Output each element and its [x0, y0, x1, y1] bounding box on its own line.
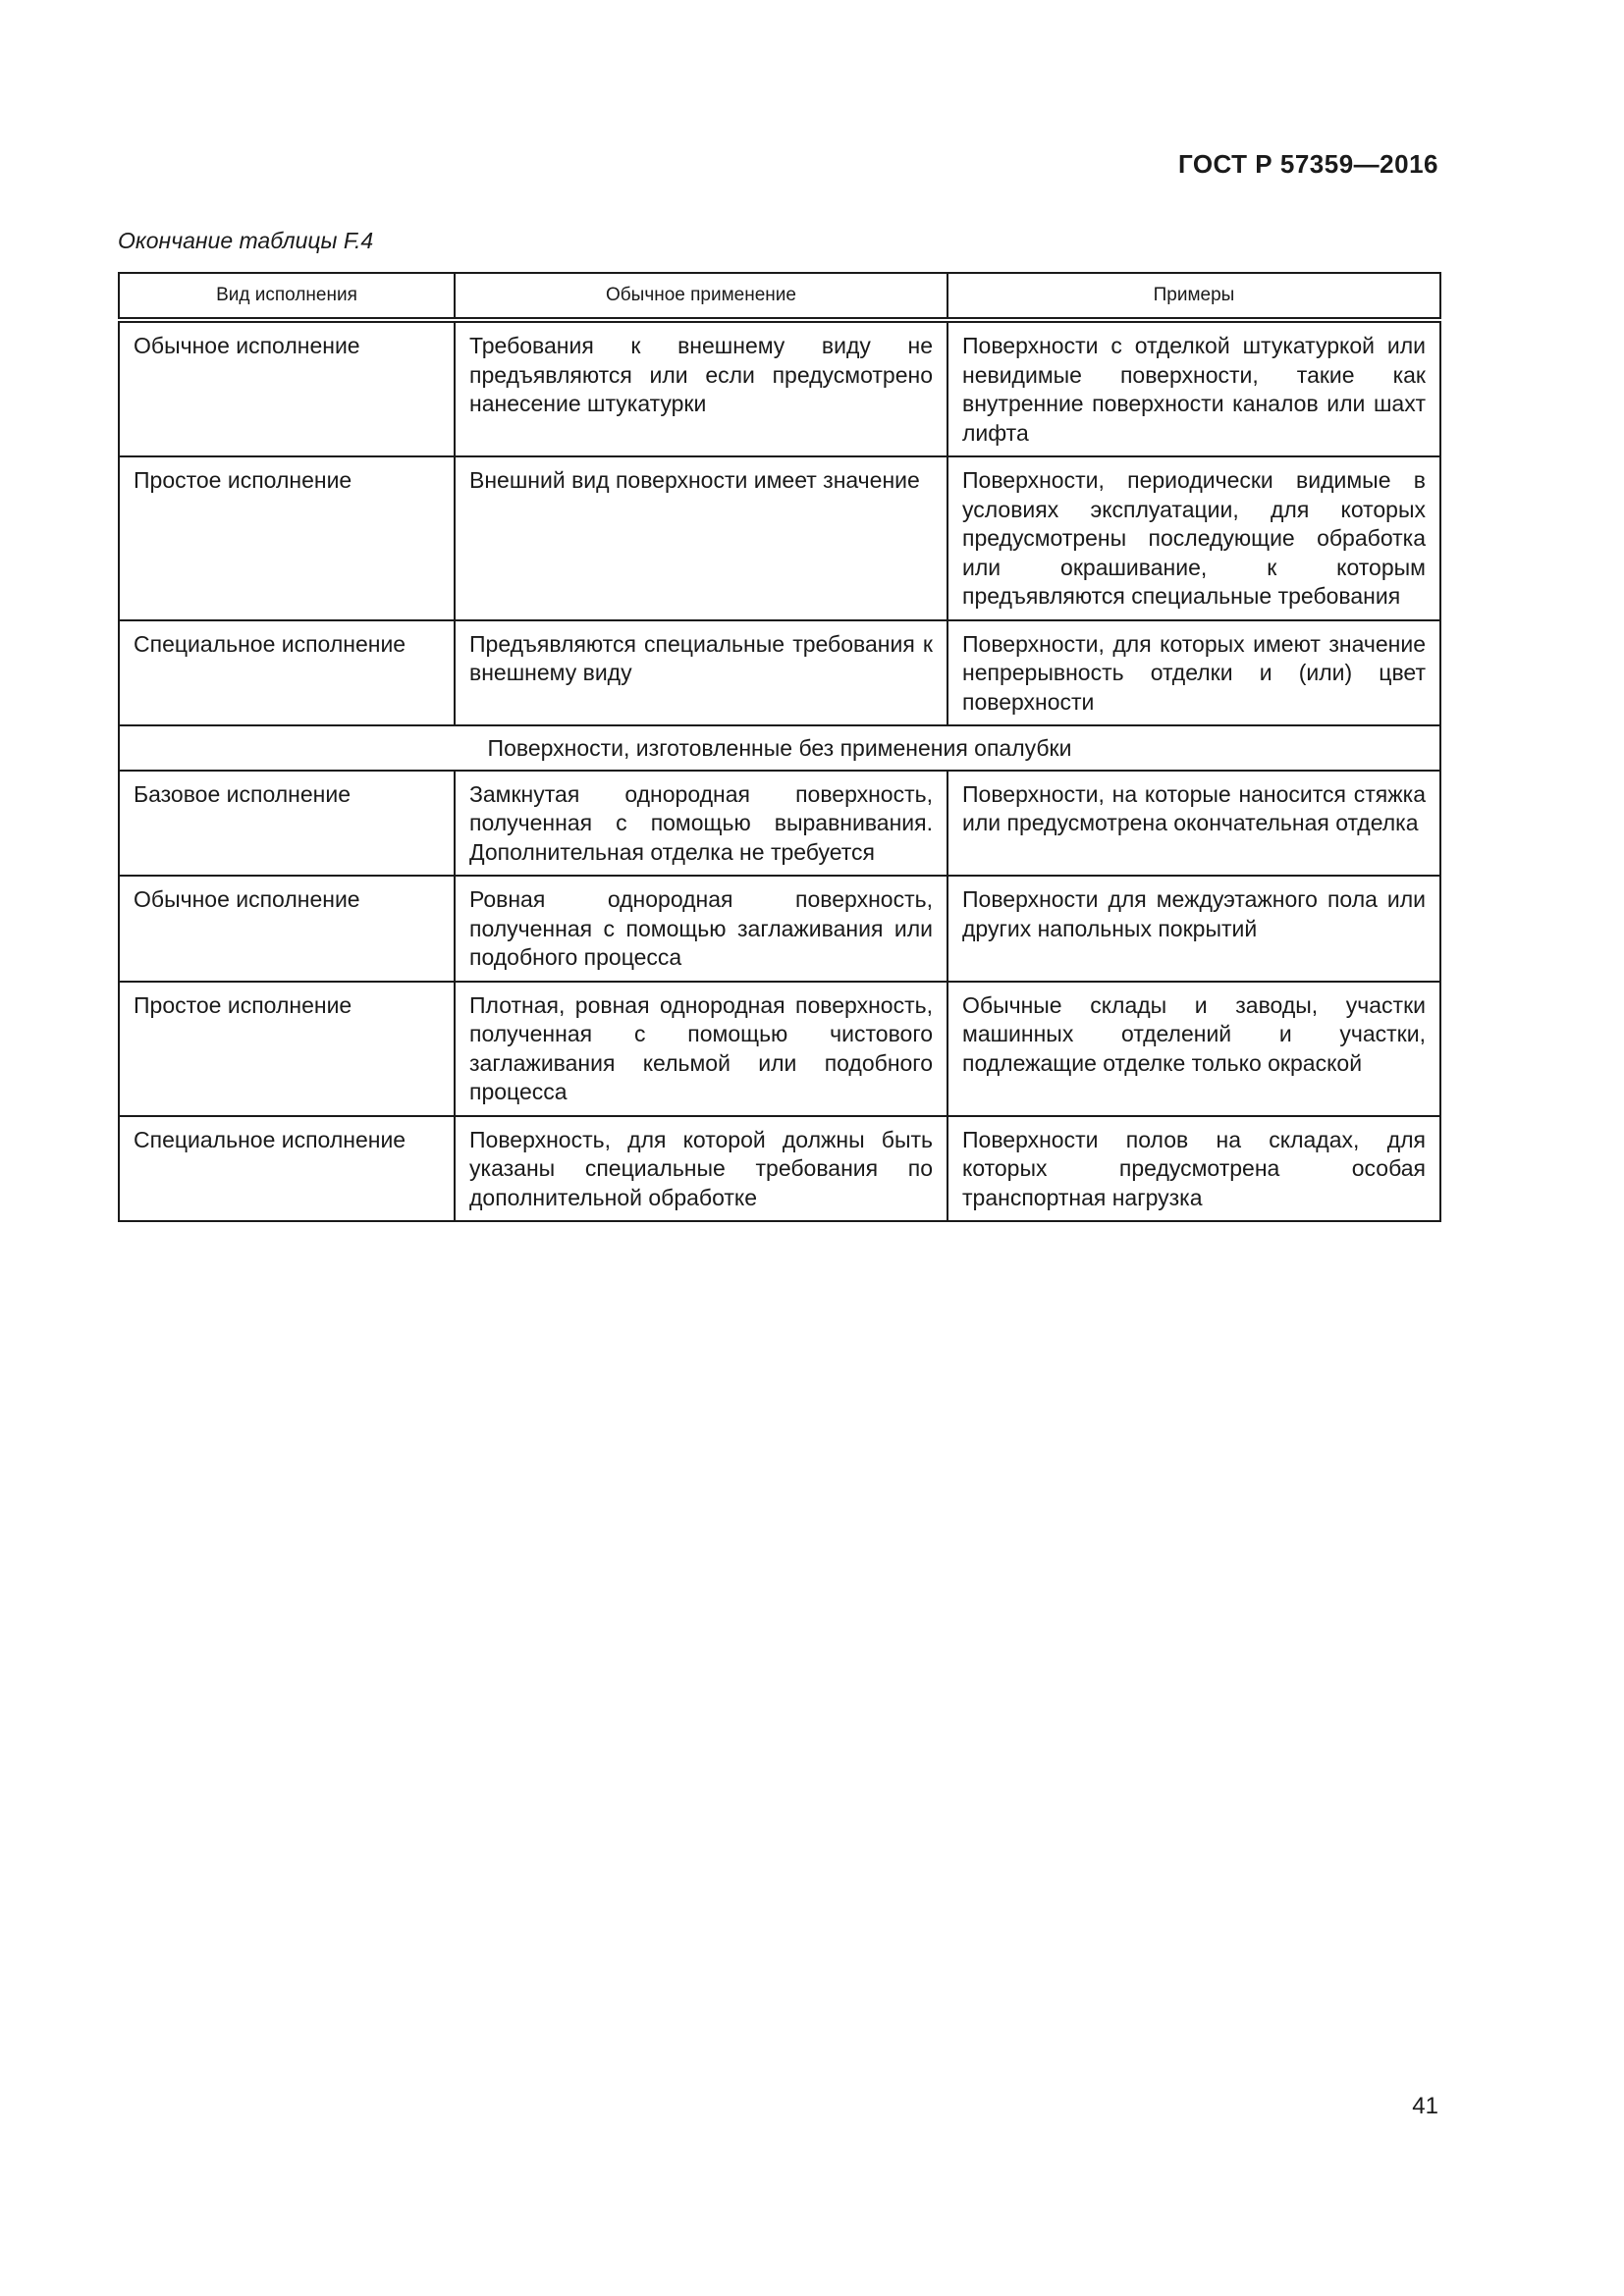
- cell-application: Замкнутая однородная поверхность, полученная с помощью выравнивания. Дополнительная отделка не требуется: [455, 771, 947, 877]
- cell-kind: Специальное исполнение: [119, 620, 455, 726]
- cell-examples: Поверхности, периодически видимые в условиях эксплуатации, для которых предусмотрены последующие обработка или окрашивание, к которым предъявляются специальные требования: [947, 456, 1440, 620]
- cell-kind: Простое исполнение: [119, 982, 455, 1116]
- cell-application: Ровная однородная поверхность, полученная с помощью заглаживания или подобного процесса: [455, 876, 947, 982]
- column-header-application: Обычное применение: [455, 273, 947, 320]
- cell-examples: Поверхности с отделкой штукатуркой или невидимые поверхности, такие как внутренние поверхности каналов или шахт лифта: [947, 320, 1440, 456]
- cell-application: Внешний вид поверхности имеет значение: [455, 456, 947, 620]
- table-row: [119, 456, 1440, 620]
- section-title: Поверхности, изготовленные без применения опалубки: [119, 725, 1440, 771]
- cell-application: Предъявляются специальные требования к внешнему виду: [455, 620, 947, 726]
- table-header-row: [119, 273, 1440, 320]
- cell-examples: Поверхности полов на складах, для которых предусмотрена особая транспортная нагрузка: [947, 1116, 1440, 1222]
- table-row: [119, 620, 1440, 726]
- table-row: [119, 771, 1440, 877]
- cell-application: Поверхность, для которой должны быть указаны специальные требования по дополнительной обработке: [455, 1116, 947, 1222]
- cell-examples: Поверхности для междуэтажного пола или других напольных покрытий: [947, 876, 1440, 982]
- cell-application: Плотная, ровная однородная поверхность, полученная с помощью чистового заглаживания кельмой или подобного процесса: [455, 982, 947, 1116]
- page-number: 41: [1412, 2093, 1438, 2119]
- cell-application: Требования к внешнему виду не предъявляются или если предусмотрено нанесение штукатурки: [455, 320, 947, 456]
- table-caption: Окончание таблицы F.4: [118, 228, 374, 253]
- cell-examples: Обычные склады и заводы, участки машинных отделений и участки, подлежащие отделке только окраской: [947, 982, 1440, 1116]
- cell-kind: Специальное исполнение: [119, 1116, 455, 1222]
- table-row: [119, 876, 1440, 982]
- document-code-header: ГОСТ Р 57359—2016: [1177, 149, 1438, 179]
- cell-kind: Обычное исполнение: [119, 320, 455, 456]
- cell-examples: Поверхности, для которых имеют значение непрерывность отделки и (или) цвет поверхности: [947, 620, 1440, 726]
- cell-kind: Обычное исполнение: [119, 876, 455, 982]
- finish-types-table: [118, 272, 1441, 1222]
- column-header-examples: Примеры: [947, 273, 1440, 320]
- table-row: [119, 982, 1440, 1116]
- cell-kind: Базовое исполнение: [119, 771, 455, 877]
- table-row: [119, 1116, 1440, 1222]
- cell-kind: Простое исполнение: [119, 456, 455, 620]
- cell-examples: Поверхности, на которые наносится стяжка или предусмотрена окончательная отделка: [947, 771, 1440, 877]
- table-row: [119, 320, 1440, 456]
- column-header-kind: Вид исполнения: [119, 273, 455, 320]
- table-section-row: [119, 725, 1440, 771]
